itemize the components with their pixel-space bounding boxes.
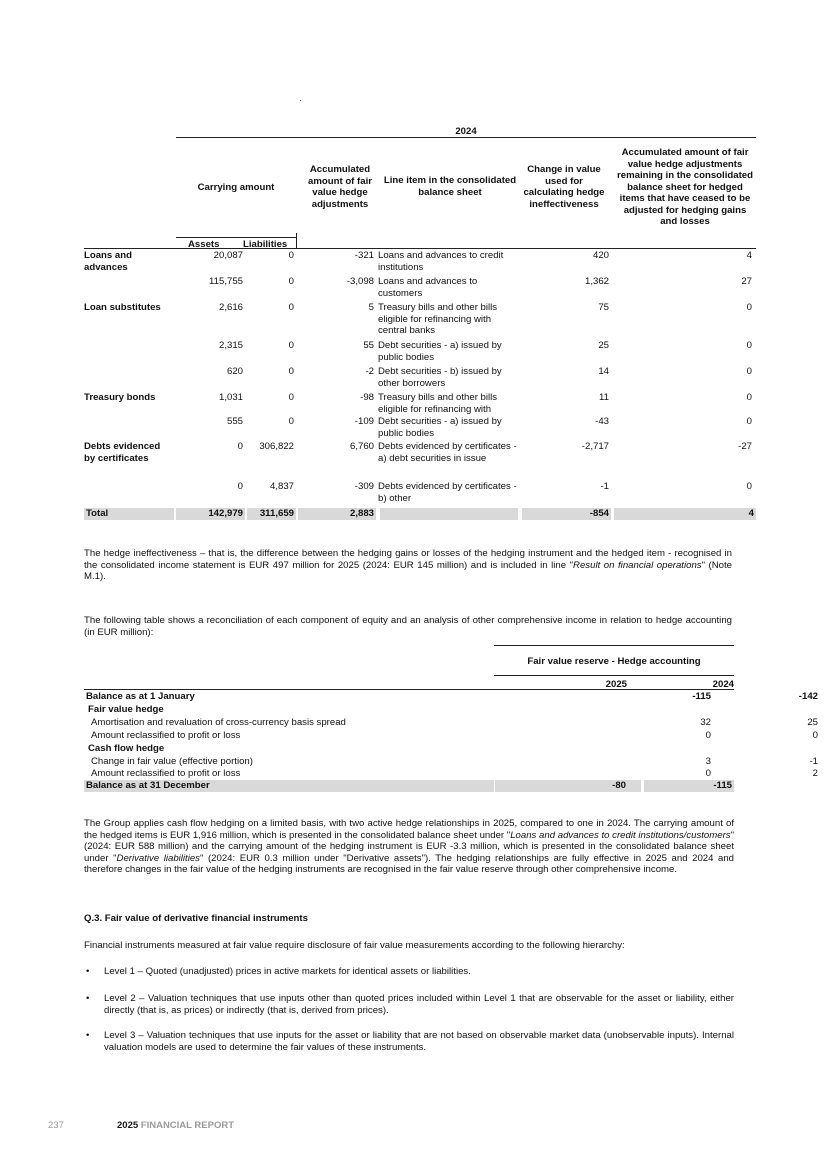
bullet-text: Level 2 – Valuation techniques that use inputs other than quoted prices included within Level 1 that are observable for the asset or liability, either directly (that is, as prices) or indirectly (that is, derived from prices).	[104, 993, 734, 1016]
subheader-rule	[84, 248, 756, 249]
table-row	[84, 717, 818, 729]
cell-line-item: Treasury bills and other bills eligible for refinancing with	[378, 392, 498, 415]
reserve-cell-2025: 3	[705, 756, 711, 767]
table-row	[84, 704, 734, 716]
cell-change: 25	[598, 340, 609, 351]
cell-assets: 555	[226, 416, 243, 427]
row-label: Treasury bonds	[84, 392, 156, 403]
cell-change: 420	[592, 250, 609, 261]
bullet-icon: •	[86, 1030, 90, 1041]
reserve-cell-2024: -1	[809, 756, 818, 767]
reserve-cell-2025: 32	[700, 717, 711, 728]
cell-accumulated: -2	[365, 366, 374, 377]
reserve-row-label: Amortisation and revaluation of cross-currency basis spread	[91, 717, 346, 728]
reserve-final-label: Balance as at 31 December	[84, 780, 494, 792]
reserve-row-label: Balance as at 1 January	[86, 691, 195, 702]
reserve-final-row	[84, 780, 734, 792]
row-label: Debts evidenced by certificates	[84, 441, 161, 464]
reserve-row-label: Amount reclassified to profit or loss	[91, 730, 241, 741]
cell-line-item: Debts evidenced by certificates - a) debt securities in issue	[378, 441, 517, 464]
header-change-in-value: Change in value used for calculating hedge ineffectiveness	[523, 164, 605, 210]
table-row	[84, 756, 818, 768]
table-row	[84, 768, 818, 780]
text-run-italic: Result on financial operations	[573, 559, 702, 571]
cell-ceased: 0	[746, 416, 752, 427]
cell-ceased: 0	[746, 302, 752, 313]
reserve-cell-2025: 0	[705, 768, 711, 779]
page-number: 237	[48, 1120, 64, 1131]
reserve-year-2025: 2025	[605, 679, 627, 690]
cell-assets: 0	[237, 481, 243, 492]
bullet-icon: •	[86, 966, 90, 977]
row-label: Loan substitutes	[84, 302, 161, 313]
reserve-top-rule	[494, 645, 734, 646]
cell-liabilities: 0	[288, 392, 294, 403]
cash-flow-hedging-paragraph	[84, 818, 734, 876]
year-header: 2024	[455, 126, 477, 137]
cell-change: 14	[598, 366, 609, 377]
cell-ceased: 0	[746, 340, 752, 351]
header-divider	[296, 233, 297, 249]
cell-change: -43	[595, 416, 609, 427]
bullet-text: Level 3 – Valuation techniques that use inputs for the asset or liability that are not based on observable market data (unobservable inputs). Internal valuation models are used to determine the fair values of these instruments.	[104, 1030, 734, 1053]
table-row	[84, 743, 734, 755]
report-brand	[117, 1120, 234, 1131]
cell-liabilities: 0	[288, 340, 294, 351]
reserve-header-rule	[84, 689, 734, 690]
cell-accumulated: -109	[354, 416, 374, 427]
cell-accumulated: -309	[354, 481, 374, 492]
reserve-cell-2025: 0	[705, 730, 711, 741]
reconciliation-intro-paragraph: The following table shows a reconciliation of each component of equity and an analysis of other comprehensive income in relation to hedge accounting (in EUR million):	[84, 615, 732, 638]
cell-assets: 0	[237, 441, 243, 452]
cell-liabilities: 4,837	[269, 481, 294, 492]
row-label: Loans and advances	[84, 250, 132, 273]
reserve-table-title: Fair value reserve - Hedge accounting	[527, 656, 701, 667]
brand-text: FINANCIAL REPORT	[138, 1120, 235, 1131]
cell-line-item: Loans and advances to customers	[378, 276, 478, 299]
total-liabilities: 311,659	[247, 508, 296, 520]
header-assets: Assets	[188, 239, 220, 250]
reserve-title-rule	[494, 675, 734, 676]
section-title: Q.3. Fair value of derivative financial instruments	[84, 913, 308, 924]
cell-liabilities: 306,822	[259, 441, 294, 452]
cell-assets: 1,031	[218, 392, 243, 403]
year-rule	[176, 137, 756, 138]
hierarchy-intro-paragraph: Financial instruments measured at fair value require disclosure of fair value measurements according to the following hierarchy:	[84, 940, 625, 951]
total-accumulated: 2,883	[298, 508, 376, 520]
cell-liabilities: 0	[288, 302, 294, 313]
reserve-row-label: Cash flow hedge	[88, 743, 165, 754]
reserve-cell-2024: -142	[798, 691, 818, 702]
cell-assets: 115,755	[209, 276, 243, 287]
total-ceased: 4	[614, 508, 756, 520]
cell-line-item: Debt securities - a) issued by public bodies	[378, 416, 502, 439]
brand-year: 2025	[117, 1120, 139, 1131]
cell-ceased: 0	[746, 366, 752, 377]
bullet-icon: •	[86, 993, 90, 1004]
total-label: Total	[84, 508, 174, 520]
cell-line-item: Treasury bills and other bills eligible for refinancing with central banks	[378, 302, 498, 336]
reserve-cell-2024: 2	[812, 768, 818, 779]
cell-accumulated: 5	[368, 302, 374, 313]
text-run: " (2024: EUR 588 million) and the carrying amount of the hedging instrument is EUR -3.3 million, which is presented in the consolidated balance sheet under "	[84, 829, 734, 864]
text-run: " (Note M.1).	[84, 559, 732, 582]
header-carrying-amount: Carrying amount	[197, 182, 275, 193]
reserve-row-label: Change in fair value (effective portion)	[91, 756, 253, 767]
cell-liabilities: 0	[288, 250, 294, 261]
cell-accumulated: 6,760	[349, 441, 374, 452]
cell-ceased: 0	[746, 481, 752, 492]
cell-change: 1,362	[584, 276, 609, 287]
cell-liabilities: 0	[288, 276, 294, 287]
cell-assets: 20,087	[213, 250, 243, 261]
cell-liabilities: 0	[288, 366, 294, 377]
cell-ceased: 4	[746, 250, 752, 261]
cell-assets: 2,616	[218, 302, 243, 313]
header-line-item: Line item in the consolidated balance sheet	[383, 175, 517, 198]
cell-change: -1	[600, 481, 609, 492]
cell-assets: 620	[226, 366, 243, 377]
cell-accumulated: -98	[360, 392, 374, 403]
text-run: " (2024: EUR 0.3 million under "Derivative assets"). The hedging relationships are fully effective in 2025 and 2024 and therefore changes in the fair value of the hedging instruments are recognised in the fair value reserve through other comprehensive income.	[84, 852, 735, 875]
cell-ceased: 27	[741, 276, 752, 287]
total-row	[84, 508, 756, 520]
cell-accumulated: 55	[363, 340, 374, 351]
reserve-final-2024: -115	[644, 780, 734, 792]
reserve-cell-2024: 0	[812, 730, 818, 741]
table-row	[84, 691, 818, 703]
header-ceased-adjustments: Accumulated amount of fair value hedge adjustments remaining in the consolidated balance sheet for hedged items that have ceased to be adjusted for hedging gains and losses	[617, 147, 753, 227]
cell-ceased: -27	[738, 441, 752, 452]
hedge-ineffectiveness-paragraph	[84, 548, 732, 583]
reserve-final-2025: -80	[495, 780, 641, 792]
reserve-row-label: Fair value hedge	[88, 704, 164, 715]
bullet-text: Level 1 – Quoted (unadjusted) prices in active markets for identical assets or liabilities.	[104, 966, 471, 977]
text-run: The Group applies cash flow hedging on a limited basis, with two active hedge relationships in 2025, compared to one in 2024. The carrying amount of the hedged items is EUR 1,916 million, which is presented in the consolidated balance sheet under "	[84, 818, 734, 841]
carrying-rule	[176, 237, 296, 238]
table-row	[84, 730, 818, 742]
reserve-cell-2025: -115	[692, 691, 711, 702]
text-run-italic: Derivative liabilities	[116, 852, 200, 864]
total-line-item	[380, 508, 518, 520]
cell-change: 11	[599, 392, 609, 403]
reserve-row-label: Amount reclassified to profit or loss	[91, 768, 241, 779]
cell-accumulated: -321	[354, 250, 374, 261]
cell-change: 75	[598, 302, 609, 313]
cell-accumulated: -3,098	[346, 276, 374, 287]
reserve-year-2024: 2024	[712, 679, 734, 690]
text-run: The hedge ineffectiveness – that is, the difference between the hedging gains or losses of the hedging instrument and the hedged item - recognised in the consolidated income statement is EUR 497 million for 2025 (2024: EUR 145 million) and is included in line "	[84, 548, 732, 571]
stray-dot	[300, 100, 301, 101]
cell-line-item: Debts evidenced by certificates - b) other	[378, 481, 517, 504]
header-liabilities: Liabilities	[243, 239, 288, 250]
total-change: -854	[522, 508, 611, 520]
cell-liabilities: 0	[288, 416, 294, 427]
cell-line-item: Debt securities - b) issued by other borrowers	[378, 366, 502, 389]
reserve-cell-2024: 25	[807, 717, 818, 728]
cell-line-item: Debt securities - a) issued by public bodies	[378, 340, 502, 363]
header-accumulated-adjustments: Accumulated amount of fair value hedge adjustments	[308, 164, 372, 210]
text-run-italic: Loans and advances to credit institutions/customers	[510, 829, 731, 841]
cell-change: -2,717	[581, 441, 609, 452]
cell-assets: 2,315	[218, 340, 243, 351]
cell-ceased: 0	[746, 392, 752, 403]
total-assets: 142,979	[176, 508, 245, 520]
cell-line-item: Loans and advances to credit institutions	[378, 250, 504, 273]
